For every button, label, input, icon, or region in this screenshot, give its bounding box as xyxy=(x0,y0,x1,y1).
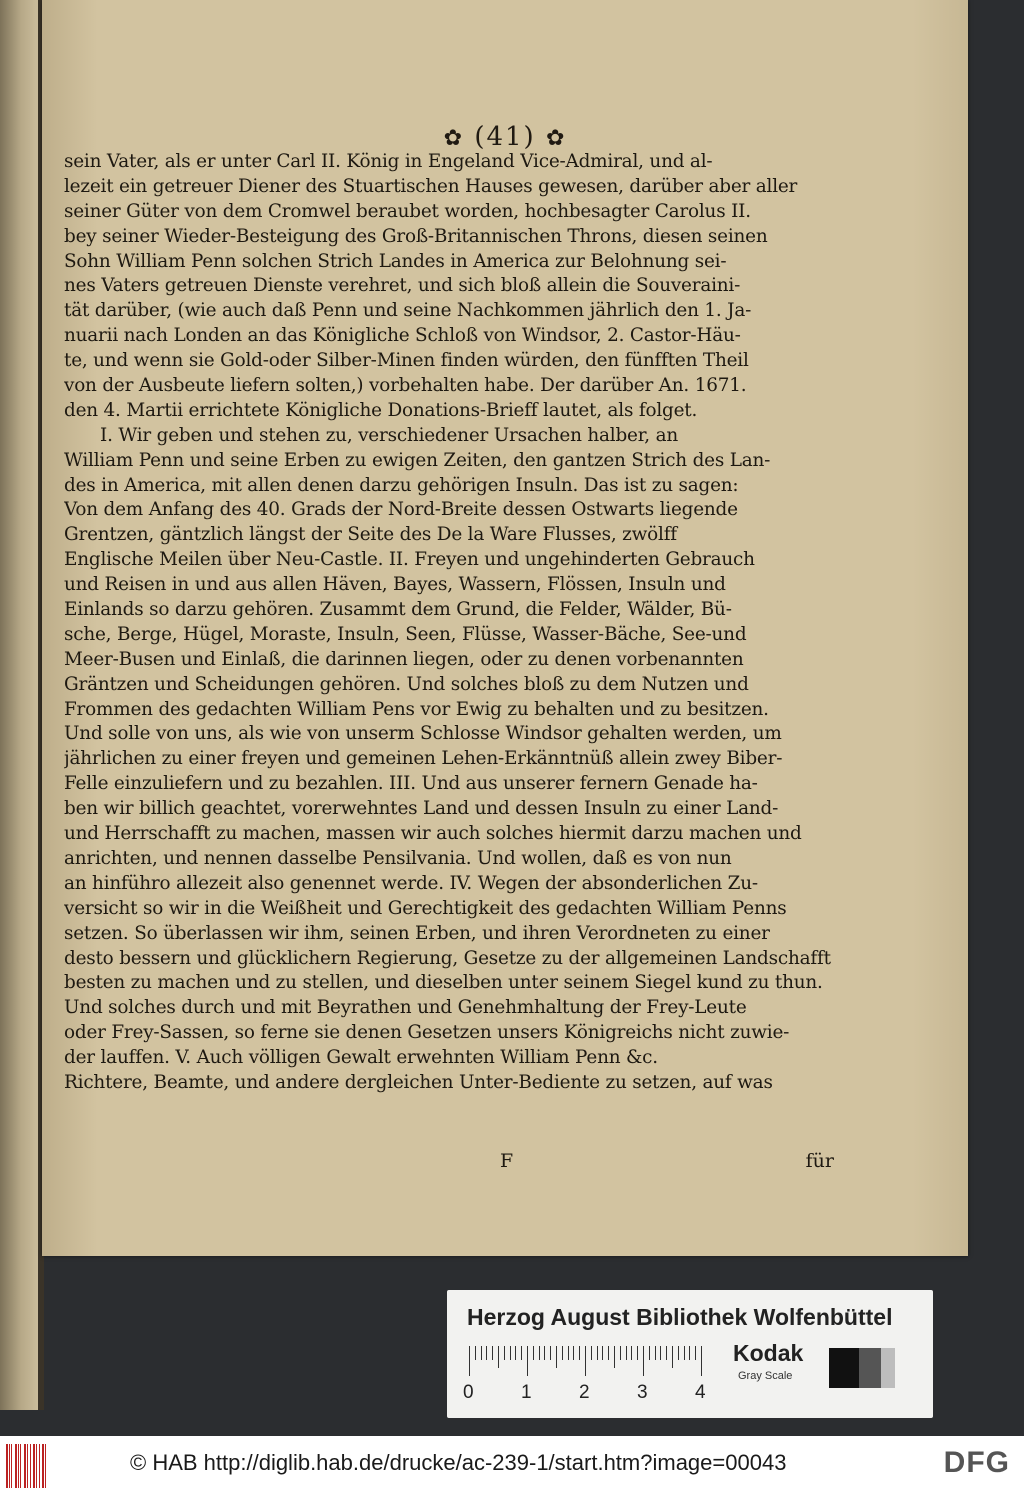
barcode-stripe xyxy=(36,1444,37,1488)
ruler-tick xyxy=(643,1346,644,1376)
ruler-number: 0 xyxy=(463,1382,474,1403)
barcode-stripe xyxy=(24,1444,26,1488)
ruler-tick xyxy=(591,1346,592,1360)
ruler-tick xyxy=(515,1346,516,1360)
text-line: Richtere, Beamte, und andere dergleichen Unter-Bediente zu setzen, auf was xyxy=(64,1071,773,1093)
text-line: sche, Berge, Hügel, Moraste, Insuln, Seen, Flüsse, Wasser-Bäche, See-und xyxy=(64,623,747,645)
text-line: Frommen des gedachten William Pens vor Ewig zu behalten und zu besitzen. xyxy=(64,698,769,720)
ruler-tick xyxy=(672,1346,673,1368)
text-line: Und solches durch und mit Beyrathen und Genehmhaltung der Frey-Leute xyxy=(64,997,747,1019)
barcode-stripe xyxy=(39,1444,40,1488)
ruler-tick xyxy=(544,1346,545,1360)
scale-ruler xyxy=(469,1346,715,1376)
barcode-stripe xyxy=(6,1444,8,1488)
citation-link[interactable]: © HAB http://diglib.hab.de/drucke/ac-239-1/start.htm?image=00043 xyxy=(130,1450,787,1475)
text-line: jährlichen zu einer freyen und gemeinen Lehen-Erkänntnüß allein zwey Biber- xyxy=(64,748,783,770)
text-line: anrichten, und nennen dasselbe Pensilvania. Und wollen, daß es von nun xyxy=(64,847,732,869)
text-line: desto bessern und glücklichern Regierung, Gesetze zu der allgemeinen Landschafft xyxy=(64,947,831,969)
signature-mark: F xyxy=(500,1150,514,1172)
text-line: William Penn und seine Erben zu ewigen Zeiten, den gantzen Strich des Lan- xyxy=(64,449,771,471)
ruler-tick xyxy=(655,1346,656,1360)
ruler-number: 2 xyxy=(579,1382,590,1403)
ruler-tick xyxy=(568,1346,569,1360)
barcode-stripe xyxy=(27,1444,28,1488)
text-line: Sohn William Penn solchen Strich Landes in America zur Belohnung sei- xyxy=(64,250,727,272)
ruler-tick xyxy=(608,1346,609,1360)
ruler-tick xyxy=(637,1346,638,1360)
dfg-logo: DFG xyxy=(943,1446,1010,1479)
ruler-tick xyxy=(521,1346,522,1360)
barcode-stripe xyxy=(9,1444,10,1488)
text-line: tät darüber, (wie auch daß Penn und seine Nachkommen jährlich den 1. Ja- xyxy=(64,300,752,322)
text-line: oder Frey-Sassen, so ferne sie denen Gesetzen unsers Königreichs nicht zuwie- xyxy=(64,1022,790,1044)
barcode-stripe xyxy=(20,1444,21,1488)
text-line: ben wir billich geachtet, vorerwehntes Land und dessen Insuln zu einer Land- xyxy=(64,798,779,820)
text-line: besten zu machen und zu stellen, und dieselben unter seinem Siegel kund zu thun. xyxy=(64,972,823,994)
gray-swatch-dark xyxy=(859,1348,881,1388)
text-line: nes Vaters getreuen Dienste verehret, und sich bloß allein die Souveraini- xyxy=(64,275,741,297)
gray-scale-label: Gray Scale xyxy=(738,1370,793,1382)
page-number: (41) xyxy=(474,122,536,152)
ruler-tick xyxy=(649,1346,650,1360)
ruler-tick xyxy=(701,1346,702,1376)
text-line: te, und wenn sie Gold-oder Silber-Minen finden würden, den fünfften Theil xyxy=(64,350,749,372)
ruler-tick xyxy=(556,1346,557,1368)
text-line: nuarii nach Londen an das Königliche Schloß von Windsor, 2. Castor-Häu- xyxy=(64,325,741,347)
ruler-tick xyxy=(689,1346,690,1360)
text-line: bey seiner Wieder-Besteigung des Groß-Britannischen Throns, diesen seinen xyxy=(64,225,768,247)
ruler-tick xyxy=(597,1346,598,1360)
text-line: Grentzen, gäntzlich längst der Seite des De la Ware Flusses, zwölff xyxy=(64,524,677,546)
ruler-tick xyxy=(498,1346,499,1368)
barcode-stripe xyxy=(30,1444,31,1488)
ruler-tick xyxy=(666,1346,667,1360)
ruler-tick xyxy=(695,1346,696,1360)
ruler-tick xyxy=(533,1346,534,1360)
text-line: Gräntzen und Scheidungen gehören. Und solches bloß zu dem Nutzen und xyxy=(64,673,749,695)
text-line: I. Wir geben und stehen zu, verschiedener Ursachen halber, an xyxy=(100,424,678,446)
text-line: von der Ausbeute liefern solten,) vorbehalten habe. Der darüber An. 1671. xyxy=(64,375,747,397)
previous-page-edge xyxy=(0,0,38,1410)
color-target-card xyxy=(447,1290,933,1418)
barcode-stripe xyxy=(11,1444,12,1488)
book-page xyxy=(42,0,968,1256)
ruler-tick xyxy=(678,1346,679,1360)
text-line: sein Vater, als er unter Carl II. König in Engeland Vice-Admiral, und al- xyxy=(64,151,713,172)
ruler-tick xyxy=(486,1346,487,1360)
ruler-tick xyxy=(660,1346,661,1360)
text-line: des in America, mit allen denen darzu gehörigen Insuln. Das ist zu sagen: xyxy=(64,474,739,496)
barcode-stripe xyxy=(42,1444,44,1488)
barcode-stripe xyxy=(15,1444,17,1488)
ruler-tick xyxy=(469,1346,470,1376)
ruler-tick xyxy=(585,1346,586,1376)
ruler-tick xyxy=(504,1346,505,1360)
barcode-stripe xyxy=(45,1444,46,1488)
footer-bar xyxy=(0,1436,1024,1496)
barcode-stripe xyxy=(33,1444,35,1488)
text-line: Von dem Anfang des 40. Grads der Nord-Breite dessen Ostwarts liegende xyxy=(64,499,738,521)
text-line: an hinführo allezeit also genennet werde. IV. Wegen der absonderlichen Zu- xyxy=(64,872,758,894)
text-line: den 4. Martii errichtete Königliche Donations-Brieff lautet, als folget. xyxy=(64,399,698,421)
text-line: und Herrschafft zu machen, massen wir auch solches hiermit darzu machen und xyxy=(64,823,802,845)
text-line: der lauffen. V. Auch völligen Gewalt erwehnten William Penn &c. xyxy=(64,1047,658,1069)
catchword: für xyxy=(805,1150,834,1172)
body-text xyxy=(64,150,834,1096)
ruler-tick xyxy=(481,1346,482,1360)
text-line: lezeit ein getreuer Diener des Stuartischen Hauses gewesen, darüber aber aller xyxy=(64,175,798,197)
ornament-left-icon: ✿ xyxy=(443,126,465,151)
ruler-tick xyxy=(573,1346,574,1360)
kodak-brand: Kodak xyxy=(733,1340,804,1366)
page-footer-marks xyxy=(64,1150,834,1176)
ruler-number: 3 xyxy=(637,1382,648,1403)
text-line: seiner Güter von dem Cromwel beraubet worden, hochbesagter Carolus II. xyxy=(64,200,751,222)
text-line: Meer-Busen und Einlaß, die darinnen liegen, oder zu denen vorbenannten xyxy=(64,648,744,670)
ruler-tick xyxy=(631,1346,632,1360)
text-line: Und solle von uns, als wie von unserm Schlosse Windsor gehalten werden, um xyxy=(64,723,782,745)
ruler-tick xyxy=(562,1346,563,1360)
ruler-number: 1 xyxy=(521,1382,532,1403)
ruler-tick xyxy=(620,1346,621,1360)
text-line: Felle einzuliefern und zu bezahlen. III. Und aus unserer fernern Genade ha- xyxy=(64,773,758,795)
ruler-tick xyxy=(684,1346,685,1360)
ruler-tick xyxy=(539,1346,540,1360)
ornament-right-icon: ✿ xyxy=(545,126,567,151)
text-line: versicht so wir in die Weißheit und Gerechtigkeit des gedachten William Penns xyxy=(64,897,787,919)
ruler-tick xyxy=(510,1346,511,1360)
card-title: Herzog August Bibliothek Wolfenbüttel xyxy=(467,1304,893,1330)
barcode-stripe xyxy=(18,1444,19,1488)
ruler-tick xyxy=(527,1346,528,1376)
ruler-tick xyxy=(475,1346,476,1360)
text-line: Einlands so darzu gehören. Zusammt dem Grund, die Felder, Wälder, Bü- xyxy=(64,599,732,621)
text-line: setzen. So überlassen wir ihm, seinen Erben, und ihren Verordneten zu einer xyxy=(64,922,770,944)
ruler-tick xyxy=(579,1346,580,1360)
ruler-number: 4 xyxy=(695,1382,706,1403)
barcode-icon xyxy=(6,1444,48,1488)
gray-swatch-black xyxy=(829,1348,859,1388)
ruler-tick xyxy=(602,1346,603,1360)
ruler-tick xyxy=(550,1346,551,1360)
text-line: Englische Meilen über Neu-Castle. II. Freyen und ungehinderten Gebrauch xyxy=(64,549,755,571)
gray-swatch-light xyxy=(881,1348,895,1388)
text-line: und Reisen in und aus allen Häven, Bayes, Wassern, Flössen, Insuln und xyxy=(64,574,726,596)
page-header xyxy=(42,122,968,152)
ruler-tick xyxy=(492,1346,493,1360)
ruler-tick xyxy=(626,1346,627,1360)
ruler-tick xyxy=(614,1346,615,1368)
